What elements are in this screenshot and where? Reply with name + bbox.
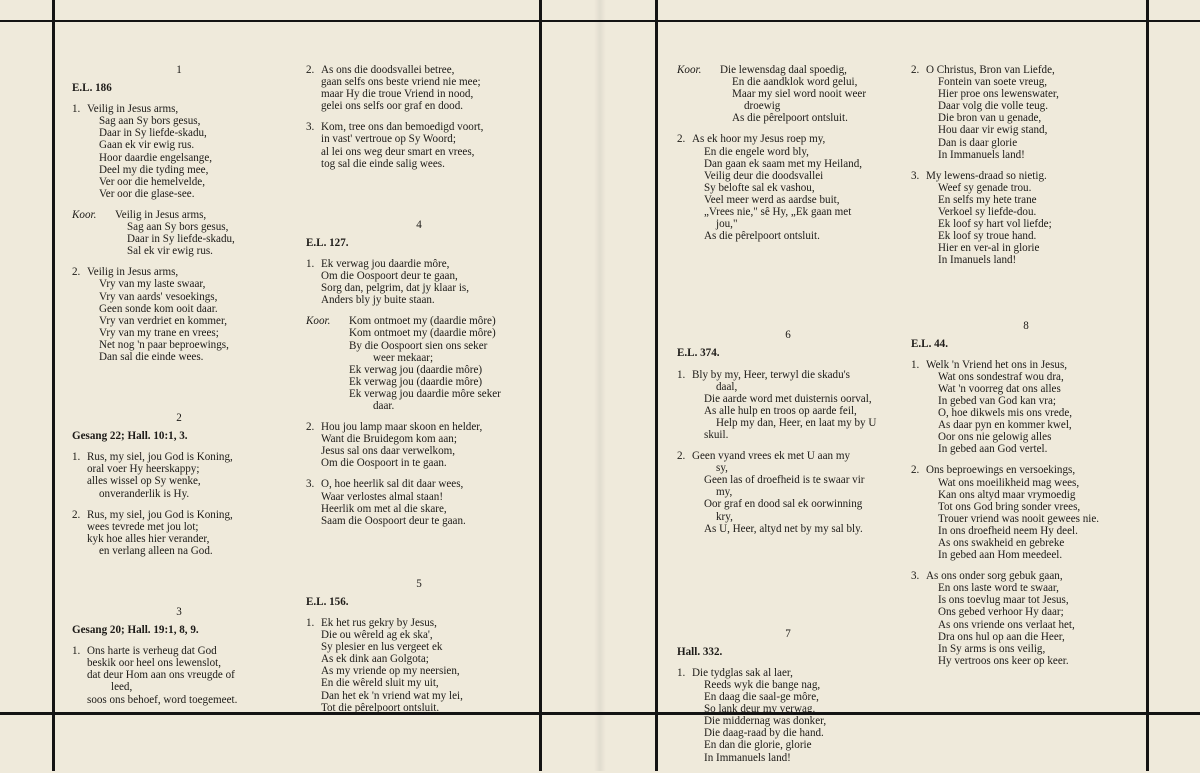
lyric-line: Oor graf en dood sal ek oorwinning [704, 498, 863, 511]
lyric-line: Rus, my siel, jou God is Koning, [87, 508, 233, 521]
lyric-line: In ons droefheid neem Hy deel. [938, 524, 1078, 537]
verse-number: 1. [72, 103, 81, 116]
hymn-title: Hall. 332. [677, 645, 723, 658]
lyric-line: Ek verwag jou daardie môre seker [349, 387, 501, 400]
lyric-line: Tot ons God bring sonder vrees, [938, 500, 1081, 513]
lyric-line: In Imanuels land! [938, 254, 1017, 267]
verse [911, 64, 1141, 161]
lyric-line: My lewens-draad so nietig. [926, 169, 1047, 182]
lyric-line: leed, [111, 681, 133, 694]
lyric-line: So lank deur my verwag. [704, 703, 816, 716]
lyric-line: Sag aan Sy bors gesus, [99, 115, 201, 128]
lyric-line: Die tydglas sak al laer, [692, 666, 793, 679]
verse-number: 2. [72, 266, 81, 279]
lyric-line: Die bron van u genade, [938, 112, 1042, 125]
frame-line-left [52, 0, 55, 771]
verse-number: 2. [911, 64, 920, 76]
verse-number: 2. [306, 421, 315, 434]
lyric-line: As ek dink aan Golgota; [321, 653, 429, 666]
verse [72, 451, 286, 499]
lyric-line: kry, [716, 510, 733, 523]
chorus [72, 209, 286, 257]
hymn-title: E.L. 127. [306, 236, 349, 249]
lyric-line: Trouer vriend was nooit gewees nie. [938, 512, 1100, 525]
lyric-line: gaan selfs ons beste vriend nie mee; [321, 76, 481, 89]
lyric-line: Ver oor die glase-see. [99, 187, 195, 200]
lyric-line: Die middernag was donker, [704, 715, 827, 728]
spacer [72, 566, 286, 606]
lyric-line: Geen las of droefheid is te swaar vir [704, 474, 865, 487]
lyric-line: Dan sal die einde wees. [99, 350, 204, 363]
column-3 [677, 64, 899, 773]
hymn-title: Gesang 22; Hall. 10:1, 3. [72, 430, 188, 443]
hymn-title: E.L. 374. [677, 347, 720, 360]
lyric-line: tog sal die einde salig wees. [321, 157, 445, 170]
spacer [911, 276, 1141, 320]
lyric-line: Ek loof sy hart vol liefde; [938, 218, 1052, 231]
lyric-line: As die pêrelpoort ontsluit. [732, 112, 848, 125]
lyric-line: Kom ontmoet my (daardie môre) [349, 327, 496, 340]
verse-number: 2. [677, 450, 686, 463]
lyric-line: Maar my siel word nooit weer [732, 88, 867, 101]
verse-number: 1. [677, 666, 686, 679]
lyric-line: Bly by my, Heer, terwyl die skadu's [692, 368, 850, 381]
hymn-number: 5 [416, 577, 422, 590]
lyric-line: maar Hy die troue Vriend in nood, [321, 88, 474, 101]
lyric-line: Vry van my trane en vrees; [99, 326, 219, 339]
lyric-line: O, hoe dikwels mis ons vrede, [938, 407, 1073, 420]
lyric-line: Vry van aards' vesoekings, [99, 290, 218, 303]
lyric-line: Geen vyand vrees ek met U aan my [692, 450, 851, 463]
lyric-line: In Immanuels land! [938, 148, 1025, 161]
spacer [677, 251, 899, 329]
lyric-line: Veel meer werd as aardse buit, [704, 193, 840, 206]
lyric-line: Hy vertroos ons keer op keer. [938, 654, 1069, 667]
verse-number: 2. [677, 133, 686, 146]
lyric-line: droewig [744, 100, 781, 113]
lyric-line: Sorg dan, pelgrim, dat jy klaar is, [321, 282, 469, 295]
lyric-line: alles wissel op Sy wenke, [87, 475, 201, 488]
verse [677, 369, 899, 442]
chorus [306, 315, 532, 412]
hymn-number: 4 [416, 218, 422, 231]
lyric-line: As die pêrelpoort ontsluit. [704, 230, 820, 243]
lyric-line: As ons die doodsvallei betree, [321, 64, 455, 76]
lyric-line: En die wêreld sluit my uit, [321, 677, 439, 690]
lyric-line: En die aandklok word gelui, [732, 76, 858, 89]
lyric-line: Daar in Sy liefde-skadu, [127, 233, 235, 246]
frame-line-right [1146, 0, 1149, 771]
lyric-line: Want die Bruidegom kom aan; [321, 433, 457, 446]
lyric-line: As my vriende op my neersien, [321, 665, 460, 678]
hymn-title: E.L. 186 [72, 82, 112, 95]
lyric-line: En selfs my hete trane [938, 193, 1037, 206]
lyric-line: Reeds wyk die bange nag, [704, 679, 821, 691]
verse-number: 3. [911, 169, 920, 182]
lyric-line: Kom ontmoet my (daardie môre) [349, 315, 496, 328]
spacer [306, 179, 532, 219]
verse [306, 617, 532, 714]
verse [72, 103, 286, 200]
lyric-line: Hier en ver-al in glorie [938, 242, 1040, 255]
lyric-line: Vry van my laste swaar, [99, 278, 206, 291]
spacer [677, 544, 899, 628]
verse [306, 478, 532, 526]
lyric-line: As U, Heer, altyd net by my sal bly. [704, 522, 863, 535]
verse [306, 121, 532, 169]
verse [72, 509, 286, 557]
hymn-number: 1 [176, 64, 182, 76]
lyric-line: Die aarde word met duisternis oorval, [704, 392, 872, 405]
lyric-line: Saam die Oospoort deur te gaan. [321, 514, 466, 527]
lyric-line: Waar verlostes almal staan! [321, 490, 444, 503]
lyric-line: Ek het rus gekry by Jesus, [321, 617, 437, 629]
fold-line-right-of-center [655, 0, 658, 771]
lyric-line: Dan gaan ek saam met my Heiland, [704, 157, 863, 170]
verse-number: 1. [911, 358, 920, 371]
verse [72, 645, 286, 705]
lyric-line: Kom, tree ons dan bemoedigd voort, [321, 121, 484, 134]
column-2 [306, 64, 532, 723]
lyric-line: Ek verwag jou (daardie môre) [349, 363, 483, 376]
lyric-line: Dan is daar glorie [938, 136, 1018, 149]
lyric-line: Help my dan, Heer, en laat my by U [716, 416, 877, 429]
lyric-line: O, hoe heerlik sal dit daar wees, [321, 478, 464, 491]
lyric-line: Ons beproewings en versoekings, [926, 464, 1076, 477]
frame-line-mid-left [539, 0, 542, 771]
lyric-line: Heerlik om met al die skare, [321, 502, 447, 515]
verse-number: 2. [306, 64, 315, 76]
lyric-line: In gebed aan Hom meedeel. [938, 549, 1063, 562]
lyric-line: wees tevrede met jou lot; [87, 520, 199, 533]
lyric-line: Dan het ek 'n vriend wat my lei, [321, 689, 463, 702]
lyric-line: en verlang alleen na God. [99, 544, 213, 557]
verse-number: 1. [72, 451, 81, 464]
lyric-line: Hou daar vir ewig stand, [938, 124, 1048, 137]
hymn-number: 3 [176, 606, 182, 618]
lyric-line: Anders bly jy buite staan. [321, 294, 435, 307]
hymn-title: E.L. 44. [911, 337, 948, 350]
lyric-line: In gebed aan God vertel. [938, 443, 1048, 456]
hymn-number: 8 [1023, 319, 1029, 332]
lyric-line: In gebed van God kan vra; [938, 394, 1056, 407]
lyric-line: Ek verwag jou daardie môre, [321, 257, 450, 270]
lyric-line: my, [716, 486, 733, 499]
lyric-line: beskik oor heel ons lewenslot, [87, 657, 222, 670]
lyric-line: Veilig in Jesus arms, [87, 103, 179, 116]
lyric-line: onveranderlik is Hy. [99, 487, 190, 500]
lyric-line: Vry van verdriet en kommer, [99, 314, 227, 327]
verse [677, 667, 899, 764]
page-fold [594, 0, 606, 771]
lyric-line: weer mekaar; [373, 351, 434, 364]
lyric-line: Om die Oospoort deur te gaan, [321, 270, 458, 283]
lyric-line: Om die Oospoort in te gaan. [321, 457, 447, 470]
lyric-line: Ons harte is verheug dat God [87, 645, 217, 658]
lyric-line: Kan ons altyd maar vrymoedig [938, 488, 1076, 501]
lyric-line: Wat 'n voorreg dat ons alles [938, 382, 1061, 395]
lyric-line: Ons gebed verhoor Hy daar; [938, 606, 1064, 619]
lyric-line: As daar pyn en kommer kwel, [938, 419, 1072, 432]
lyric-line: As ons vriende ons verlaat het, [938, 618, 1075, 631]
hymn-number: 2 [176, 412, 182, 425]
lyric-line: En ons laste word te swaar, [938, 582, 1059, 595]
lyric-line: Sy plesier en lus vergeet ek [321, 641, 443, 654]
lyric-line: Ek loof sy troue hand. [938, 230, 1037, 243]
lyric-line: Verkoel sy liefde-dou. [938, 206, 1037, 219]
verse [306, 421, 532, 469]
lyric-line: Rus, my siel, jou God is Koning, [87, 451, 233, 464]
verse-number: 3. [306, 478, 315, 491]
verse [677, 450, 899, 535]
lyric-line: Veilig deur die doodsvallei [704, 169, 824, 182]
lyric-line: skuil. [704, 428, 729, 441]
lyric-line: Veilig in Jesus arms, [87, 266, 179, 279]
lyric-line: As alle hulp en troos op aarde feil, [704, 404, 857, 417]
lyric-line: kyk hoe alles hier verander, [87, 532, 210, 545]
verse [306, 258, 532, 306]
verse [306, 64, 532, 112]
lyric-line: daar. [373, 399, 395, 412]
lyric-line: Wat ons sondestraf wou dra, [938, 370, 1064, 383]
verse-number: 2. [911, 464, 920, 477]
lyric-line: Welk 'n Vriend het ons in Jesus, [926, 358, 1068, 371]
verse [677, 133, 899, 242]
lyric-line: Hou jou lamp maar skoon en helder, [321, 421, 483, 434]
spacer [72, 372, 286, 412]
lyric-line: Weef sy genade trou. [938, 181, 1032, 194]
verse-number: 1. [677, 368, 686, 381]
chorus [677, 64, 899, 124]
chorus-label: Koor. [306, 315, 331, 328]
lyric-line: O Christus, Bron van Liefde, [926, 64, 1055, 76]
verse-number: 1. [306, 617, 315, 629]
hymn-title: E.L. 156. [306, 595, 349, 608]
lyric-line: Die ou wêreld ag ek ska', [321, 629, 433, 642]
verse-number: 2. [72, 508, 81, 521]
lyric-line: Net nog 'n paar beproewings, [99, 338, 229, 351]
lyric-line: As ons onder sorg gebuk gaan, [926, 570, 1063, 583]
lyric-line: In Immanuels land! [704, 751, 791, 764]
lyric-line: sy, [716, 462, 728, 475]
lyric-line: al lei ons weg deur smart en vrees, [321, 145, 475, 158]
lyric-line: Hoor daardie engelsange, [99, 151, 213, 164]
lyric-line: Hier proe ons lewenswater, [938, 88, 1059, 101]
lyric-line: Daar in Sy liefde-skadu, [99, 127, 207, 140]
verse-number: 1. [72, 645, 81, 658]
verse [911, 359, 1141, 456]
lyric-line: in vast' vertroue op Sy Woord; [321, 133, 456, 146]
verse [911, 570, 1141, 667]
lyric-line: Wat ons moeilikheid mag wees, [938, 476, 1080, 489]
lyric-line: soos ons behoef, word toegemeet. [87, 693, 238, 706]
verse [72, 266, 286, 363]
lyric-line: Jesus sal ons daar verwelkom, [321, 445, 456, 458]
verse [911, 170, 1141, 267]
lyric-line: gelei ons selfs oor graf en dood. [321, 100, 464, 113]
lyric-line: Dra ons hul op aan die Heer, [938, 630, 1065, 643]
spacer [306, 536, 532, 578]
lyric-line: Oor ons nie gelowig alles [938, 431, 1052, 444]
lyric-line: Geen sonde kom ooit daar. [99, 302, 218, 315]
column-4 [911, 64, 1141, 676]
lyric-line: Is ons toevlug maar tot Jesus, [938, 594, 1069, 607]
column-1 [72, 64, 286, 715]
lyric-line: „Vrees nie," sê Hy, „Ek gaan met [704, 206, 852, 219]
lyric-line: In Sy arms is ons veilig, [938, 642, 1046, 655]
lyric-line: Deel my die tyding mee, [99, 163, 209, 176]
verse-number: 3. [911, 570, 920, 583]
chorus-label: Koor. [677, 64, 702, 76]
hymn-number: 6 [785, 329, 791, 342]
hymn-number: 7 [785, 627, 791, 640]
lyric-line: oral voer Hy heerskappy; [87, 463, 200, 476]
lyric-line: Sag aan Sy bors gesus, [127, 221, 229, 234]
lyric-line: Gaan ek vir ewig rus. [99, 139, 195, 152]
verse [911, 464, 1141, 561]
lyric-line: Ek verwag jou (daardie môre) [349, 375, 483, 388]
lyric-line: Daar volg die volle teug. [938, 100, 1048, 113]
verse-number: 3. [306, 121, 315, 134]
lyric-line: En die engele word bly, [704, 145, 809, 158]
chorus-label: Koor. [72, 208, 97, 221]
lyric-line: By die Oospoort sien ons seker [349, 339, 488, 352]
lyric-line: En dan die glorie, glorie [704, 739, 812, 752]
lyric-line: daal, [716, 380, 738, 393]
lyric-line: Sal ek vir ewig rus. [127, 245, 213, 258]
lyric-line: dat deur Hom aan ons vreugde of [87, 669, 235, 682]
lyric-line: Fontein van soete vreug, [938, 76, 1048, 89]
lyric-line: Veilig in Jesus arms, [115, 208, 207, 221]
lyric-line: Die daag-raad by die hand. [704, 727, 824, 740]
lyric-line: Sy belofte sal ek vashou, [704, 181, 815, 194]
lyric-line: Ver oor die hemelvelde, [99, 175, 205, 188]
lyric-line: jou," [716, 218, 738, 231]
verse-number: 1. [306, 257, 315, 270]
lyric-line: As ons swakheid en gebreke [938, 537, 1065, 549]
lyric-line: As ek hoor my Jesus roep my, [692, 133, 826, 146]
hymn-title: Gesang 20; Hall. 19:1, 8, 9. [72, 624, 199, 637]
lyric-line: Tot die pêrelpoort ontsluit. [321, 701, 440, 714]
lyric-line: Die lewensdag daal spoedig, [720, 64, 847, 76]
lyric-line: En daag die saal-ge môre, [704, 691, 819, 704]
